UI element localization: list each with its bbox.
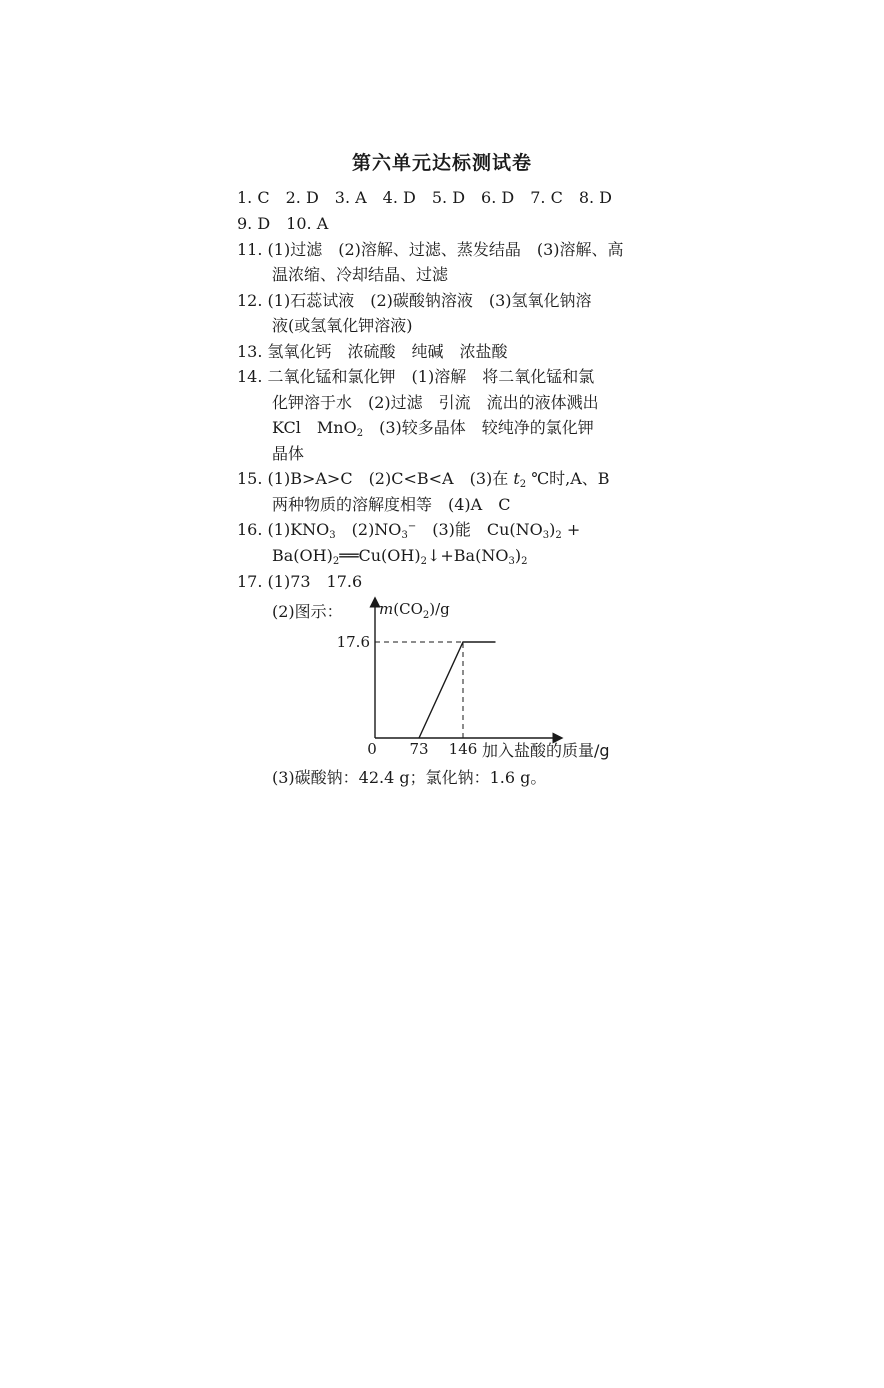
q15-line-2: 两种物质的溶解度相等 (4)A C (272, 495, 511, 514)
x-tick-label: 73 (409, 740, 429, 758)
q14-line-3 (272, 418, 594, 438)
answers-row-1: 1. C 2. D 3. A 4. D 5. D 6. D 7. C 8. D (237, 188, 612, 207)
q16-text-b: (2)NO (335, 520, 402, 539)
q14-line-1: 14. 二氧化锰和氯化钾 (1)溶解 将二氧化锰和氯 (237, 367, 595, 386)
subscript: 2 (555, 530, 562, 541)
q16-text-d: ) (549, 520, 556, 539)
q16-text-i: ) (514, 546, 522, 565)
q15-text-a: 15. (1)B>A>C (2)C<B<A (3)在 (237, 469, 514, 488)
q14-line-4: 晶体 (272, 444, 305, 463)
q12-line-1: 12. (1)石蕊试液 (2)碳酸钠溶液 (3)氢氧化钠溶 (237, 291, 592, 310)
q17-line-2: (2)图示： (272, 602, 343, 621)
q16-text-g: ══Cu(OH) (339, 546, 421, 565)
q16-text-c: (3)能 Cu(NO (416, 520, 543, 539)
q11-line-1: 11. (1)过滤 (2)溶解、过滤、蒸发结晶 (3)溶解、高 (237, 240, 624, 259)
page-title: 第六单元达标测试卷 (351, 152, 532, 174)
q14-kcl-mno: KCl MnO (272, 418, 357, 437)
q17-line-1: 17. (1)73 17.6 (237, 572, 363, 591)
q16-line-1 (237, 520, 580, 540)
q15-temp-t: t (513, 469, 520, 488)
y-axis-label: $m(CO_2)/g$ (379, 600, 450, 621)
answers-row-2: 9. D 10. A (237, 214, 329, 233)
co2-series-line (419, 642, 496, 738)
subscript: 2 (420, 556, 427, 567)
q14-crystal-text: (3)较多晶体 较纯净的氯化钾 (363, 418, 594, 437)
y-tick-label: 17.6 (336, 633, 370, 651)
q16-text-f: Ba(OH) (272, 546, 333, 565)
subscript: 2 (521, 556, 528, 567)
q13-line: 13. 氢氧化钙 浓硫酸 纯碱 浓盐酸 (237, 342, 508, 361)
origin-label: 0 (367, 740, 377, 758)
x-tick-label: 146 (448, 740, 478, 758)
q16-text-h: ↓+Ba(NO (426, 546, 509, 565)
subscript: 2 (519, 479, 527, 490)
x-axis-label: 加入盐酸的质量/g (482, 741, 610, 760)
subscript: 2 (356, 428, 364, 439)
co2-mass-chart (300, 592, 640, 772)
q11-line-2: 温浓缩、冷却结晶、过滤 (272, 265, 449, 284)
subscript: 2 (332, 556, 340, 567)
subscript: 3 (508, 556, 515, 567)
q14-line-2: 化钾溶于水 (2)过滤 引流 流出的液体溅出 (272, 393, 599, 412)
q16-line-2 (272, 546, 527, 566)
q15-line-1 (237, 469, 610, 489)
subscript: 3 (542, 530, 550, 541)
superscript: − (407, 521, 417, 532)
q15-text-b: ℃时,A、B (526, 469, 610, 488)
q16-text-e: + (561, 520, 581, 539)
subscript: 3 (401, 530, 408, 541)
q16-text-a: 16. (1)KNO (237, 520, 330, 539)
subscript: 3 (329, 530, 336, 541)
q17-line-3: (3)碳酸钠：42.4 g；氯化钠：1.6 g。 (272, 768, 547, 787)
q12-line-2: 液(或氢氧化钾溶液) (272, 316, 413, 335)
